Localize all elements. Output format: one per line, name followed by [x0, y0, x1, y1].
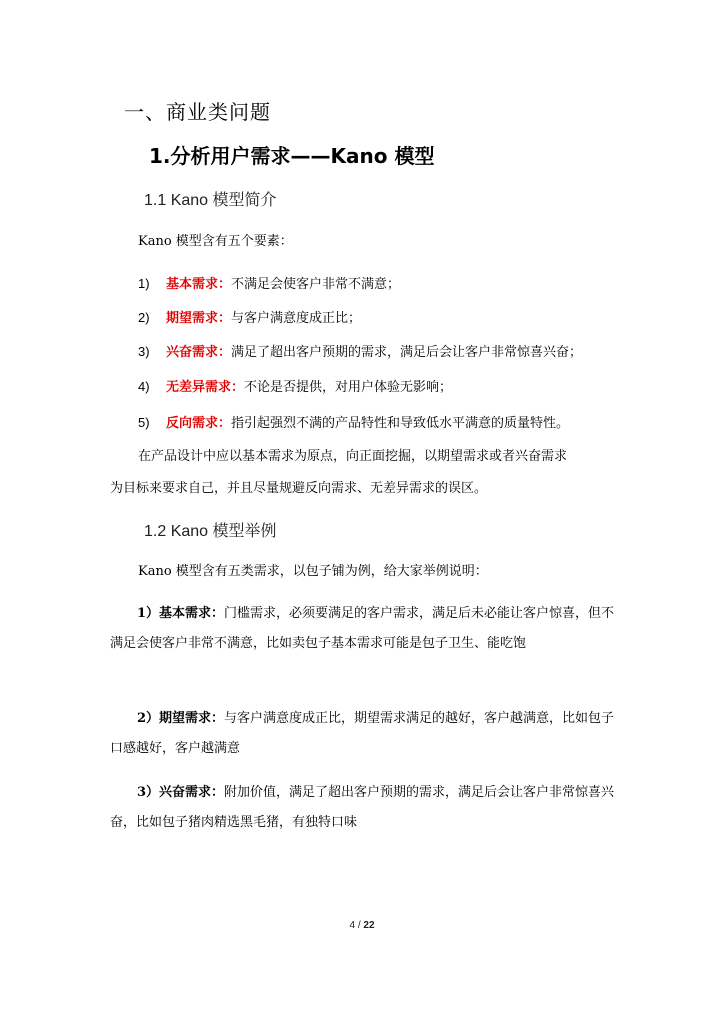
example-expected: [110, 704, 618, 764]
chapter-title: 1.分析用户需求——Kano 模型: [149, 144, 435, 168]
example-desc: 门槛需求，必须要满足的客户需求，满足后未必能让客户惊喜，但不满足会使客户非常不满意，比如卖包子基本需求可能是包子卫生、能吃饱: [110, 606, 615, 651]
design-paragraph-line-1: 在产品设计中应以基本需求为原点，向正面挖掘，以期望需求或者兴奋需求: [138, 449, 568, 464]
list-number: 3): [138, 344, 150, 359]
example-desc: 附加价值，满足了超出客户预期的需求，满足后会让客户非常惊喜兴奋，比如包子猪肉精选黑毛猪，有独特口味: [110, 785, 615, 830]
subsection-heading-2: 1.2 Kano 模型举例: [144, 523, 277, 540]
list-term: 基本需求：: [166, 277, 232, 292]
list-number: 2): [138, 310, 150, 325]
list-desc: 不论是否提供，对用户体验无影响；: [244, 380, 453, 395]
list-item-indifferent: [138, 378, 452, 397]
list-desc: 满足了超出客户预期的需求，满足后会让客户非常惊喜兴奋；: [231, 345, 583, 360]
list-desc: 与客户满意度成正比；: [231, 311, 362, 326]
list-term: 反向需求：: [166, 416, 232, 431]
example-term: 3）兴奋需求：: [137, 785, 225, 800]
list-number: 5): [138, 415, 150, 430]
list-term: 期望需求：: [166, 311, 232, 326]
list-term: 兴奋需求：: [166, 345, 232, 360]
list-number: 4): [138, 379, 150, 394]
list-item-excitement: [138, 343, 582, 362]
intro-text-1: Kano 模型含有五个要素：: [138, 234, 293, 249]
current-page: 4: [349, 920, 356, 931]
list-desc: 不满足会使客户非常不满意；: [231, 277, 401, 292]
subsection-heading-1: 1.1 Kano 模型简介: [144, 192, 277, 209]
example-term: 1）基本需求：: [137, 606, 225, 621]
list-item-reverse: [138, 414, 569, 433]
example-desc: 与客户满意度成正比，期望需求满足的越好，客户越满意，比如包子口感越好，客户越满意: [110, 711, 615, 756]
page-number: [0, 920, 724, 931]
example-excitement: [110, 778, 618, 838]
total-pages: 22: [363, 920, 375, 931]
list-desc: 指引起强烈不满的产品特性和导致低水平满意的质量特性。: [231, 416, 570, 431]
example-term: 2）期望需求：: [137, 711, 225, 726]
page-separator: /: [355, 920, 364, 931]
list-number: 1): [138, 276, 150, 291]
list-item-expected: [138, 309, 361, 328]
intro-text-2: Kano 模型含有五类需求，以包子铺为例，给大家举例说明：: [138, 564, 488, 579]
list-item-basic: [138, 275, 400, 294]
design-paragraph-line-2: 为目标来要求自己，并且尽量规避反向需求、无差异需求的误区。: [110, 481, 488, 496]
example-basic: [110, 599, 618, 659]
section-title: 一、商业类问题: [124, 100, 271, 124]
list-term: 无差异需求：: [166, 380, 245, 395]
